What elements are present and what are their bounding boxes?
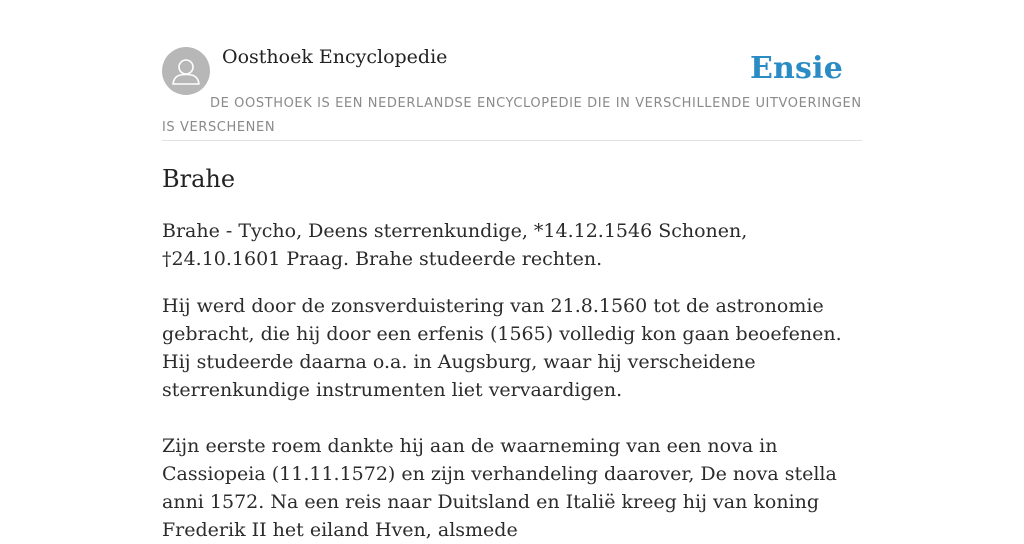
page-header <box>162 0 862 141</box>
avatar[interactable] <box>162 47 210 95</box>
article-title: Brahe <box>162 165 236 193</box>
user-icon <box>162 47 210 95</box>
article-paragraph: Zijn eerste roem dankte hij aan de waarneming van een nova in Cassiopeia (11.11.1572) en zijn verhandeling daarover, De nova stella anni 1572. Na een reis naar Duitsland en Italië kreeg hij van koning Frederik II het eiland Hven, alsmede <box>162 435 837 541</box>
article-paragraph: Brahe - Tycho, Deens sterrenkundige, *14.12.1546 Schonen, †24.10.1601 Praag. Brahe studeerde rechten. <box>162 220 748 270</box>
brand-logo-link[interactable]: Ensie <box>749 51 843 86</box>
publication-description: DE OOSTHOEK IS EEN NEDERLANDSE ENCYCLOPEDIE DIE IN VERSCHILLENDE UITVOERINGEN IS VERSCHENEN <box>162 96 862 135</box>
publication-title-link[interactable]: Oosthoek Encyclopedie <box>222 46 448 68</box>
article <box>162 160 864 544</box>
article-paragraph: Hij werd door de zonsverduistering van 21.8.1560 tot de astronomie gebracht, die hij door een erfenis (1565) volledig kon gaan beoefenen. Hij studeerde daarna o.a. in Augsburg, waar hij verscheidene sterrenkundige instrumenten liet vervaardigen. <box>162 295 842 401</box>
